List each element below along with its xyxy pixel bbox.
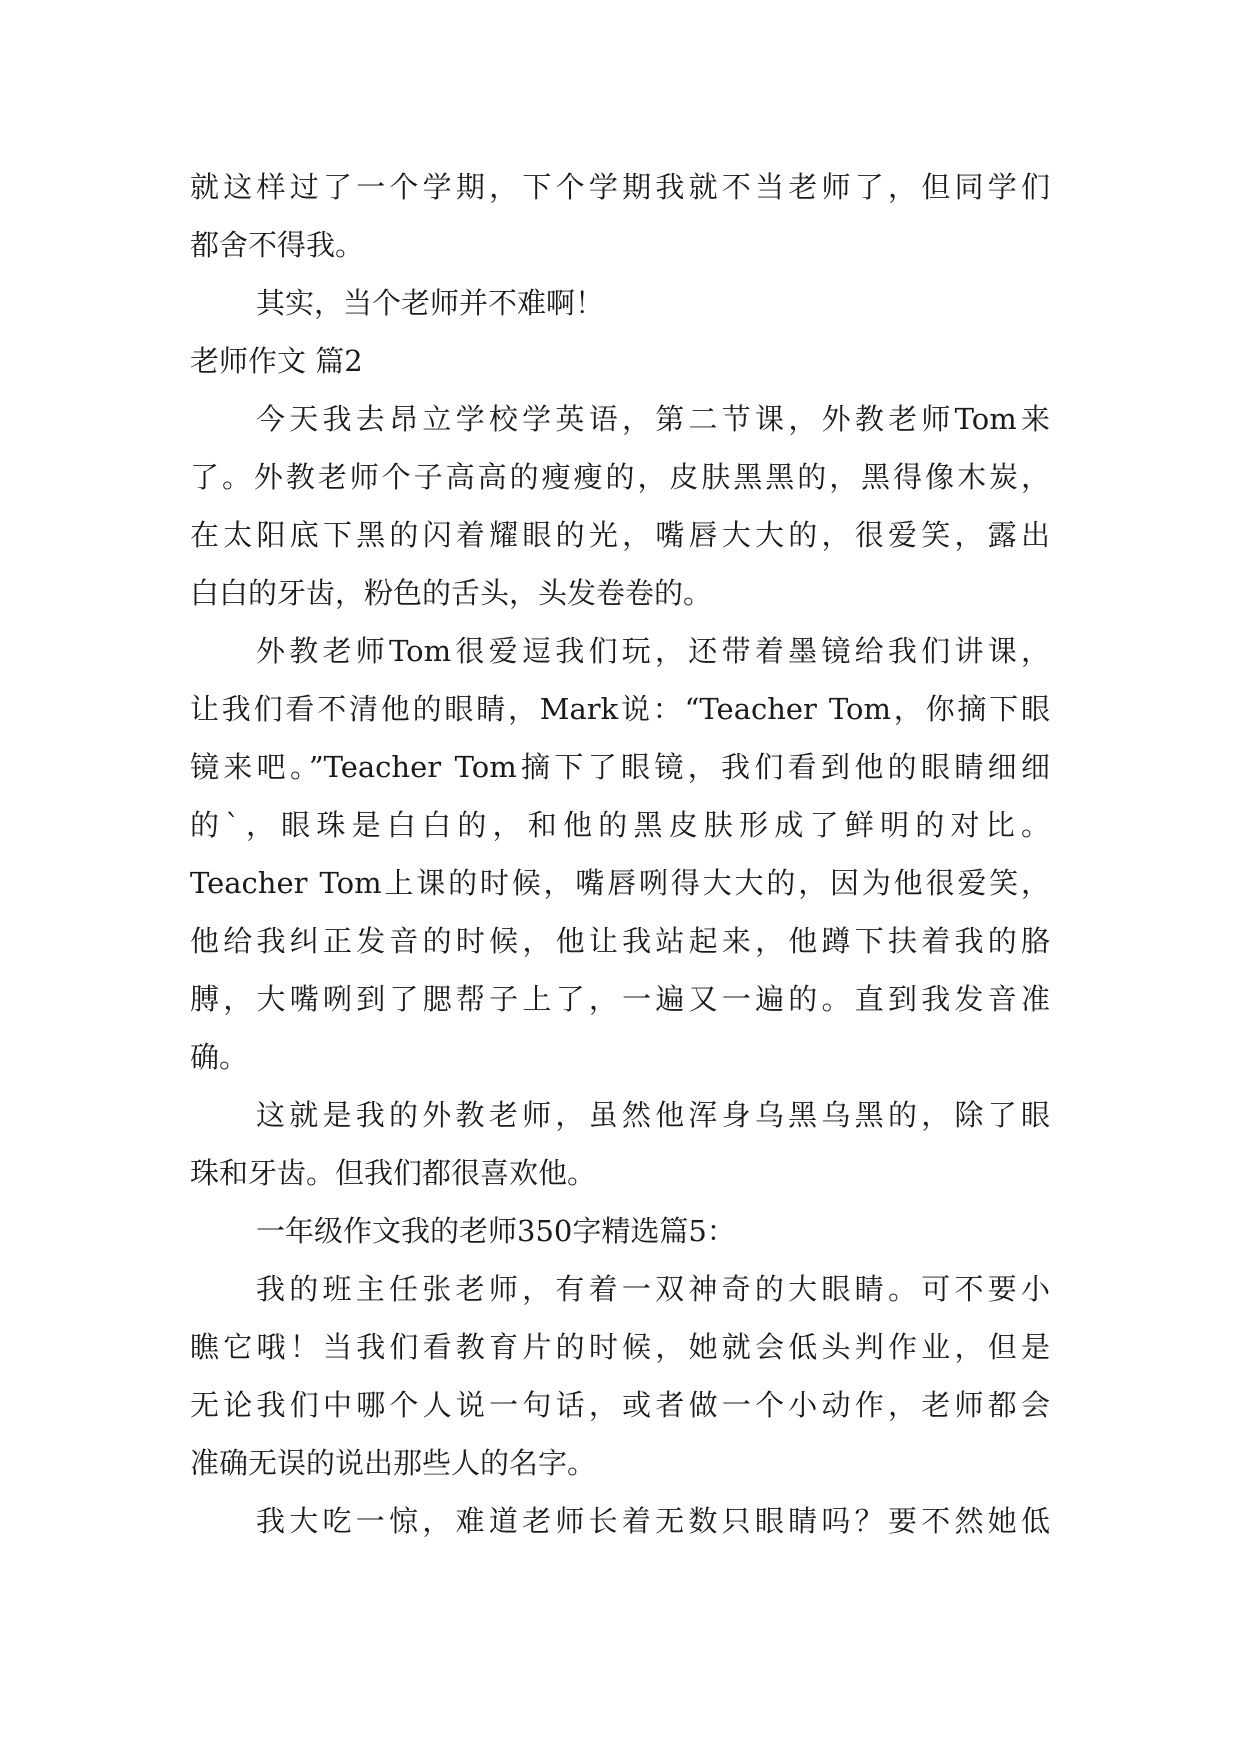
- text-line: 瞧它哦！当我们看教育片的时候，她就会低头判作业，但是: [190, 1330, 1050, 1364]
- text-line: 老师作文 篇2: [190, 344, 363, 378]
- text-line: 准确无误的说出那些人的名字。: [190, 1446, 597, 1480]
- text-line: 这就是我的外教老师，虽然他浑身乌黑乌黑的，除了眼: [256, 1098, 1050, 1132]
- text-line: 都舍不得我。: [190, 228, 365, 262]
- text-line: 无论我们中哪个人说一句话，或者做一个小动作，老师都会: [190, 1388, 1050, 1422]
- text-line: Teacher Tom上课的时候，嘴唇咧得大大的，因为他很爱笑，: [190, 866, 1050, 900]
- document-body: [190, 158, 1050, 1550]
- text-line: 的`，眼珠是白白的，和他的黑皮肤形成了鲜明的对比。: [190, 808, 1050, 842]
- text-line: 在太阳底下黑的闪着耀眼的光，嘴唇大大的，很爱笑，露出: [190, 518, 1050, 552]
- text-line: 我大吃一惊，难道老师长着无数只眼睛吗？要不然她低: [256, 1504, 1050, 1538]
- text-line: 了。外教老师个子高高的瘦瘦的，皮肤黑黑的，黑得像木炭，: [190, 460, 1050, 494]
- text-line: 确。: [190, 1040, 249, 1074]
- text-line: 我的班主任张老师，有着一双神奇的大眼睛。可不要小: [256, 1272, 1050, 1306]
- text-line: 就这样过了一个学期，下个学期我就不当老师了，但同学们: [190, 170, 1050, 204]
- text-line: 白白的牙齿，粉色的舌头，头发卷卷的。: [190, 576, 713, 610]
- text-line: 膊，大嘴咧到了腮帮子上了，一遍又一遍的。直到我发音准: [190, 982, 1050, 1016]
- text-line: 镜来吧。”Teacher Tom摘下了眼镜，我们看到他的眼睛细细: [190, 750, 1050, 784]
- text-line: 外教老师Tom很爱逗我们玩，还带着墨镜给我们讲课，: [256, 634, 1050, 668]
- text-line: 他给我纠正发音的时候，他让我站起来，他蹲下扶着我的胳: [190, 924, 1050, 958]
- text-line: 让我们看不清他的眼睛，Mark说：“Teacher Tom，你摘下眼: [190, 692, 1050, 726]
- text-line: 一年级作文我的老师350字精选篇5：: [256, 1214, 736, 1248]
- text-line: 珠和牙齿。但我们都很喜欢他。: [190, 1156, 597, 1190]
- text-line: 今天我去昂立学校学英语，第二节课，外教老师Tom来: [256, 402, 1050, 436]
- text-line: 其实，当个老师并不难啊！: [256, 286, 605, 320]
